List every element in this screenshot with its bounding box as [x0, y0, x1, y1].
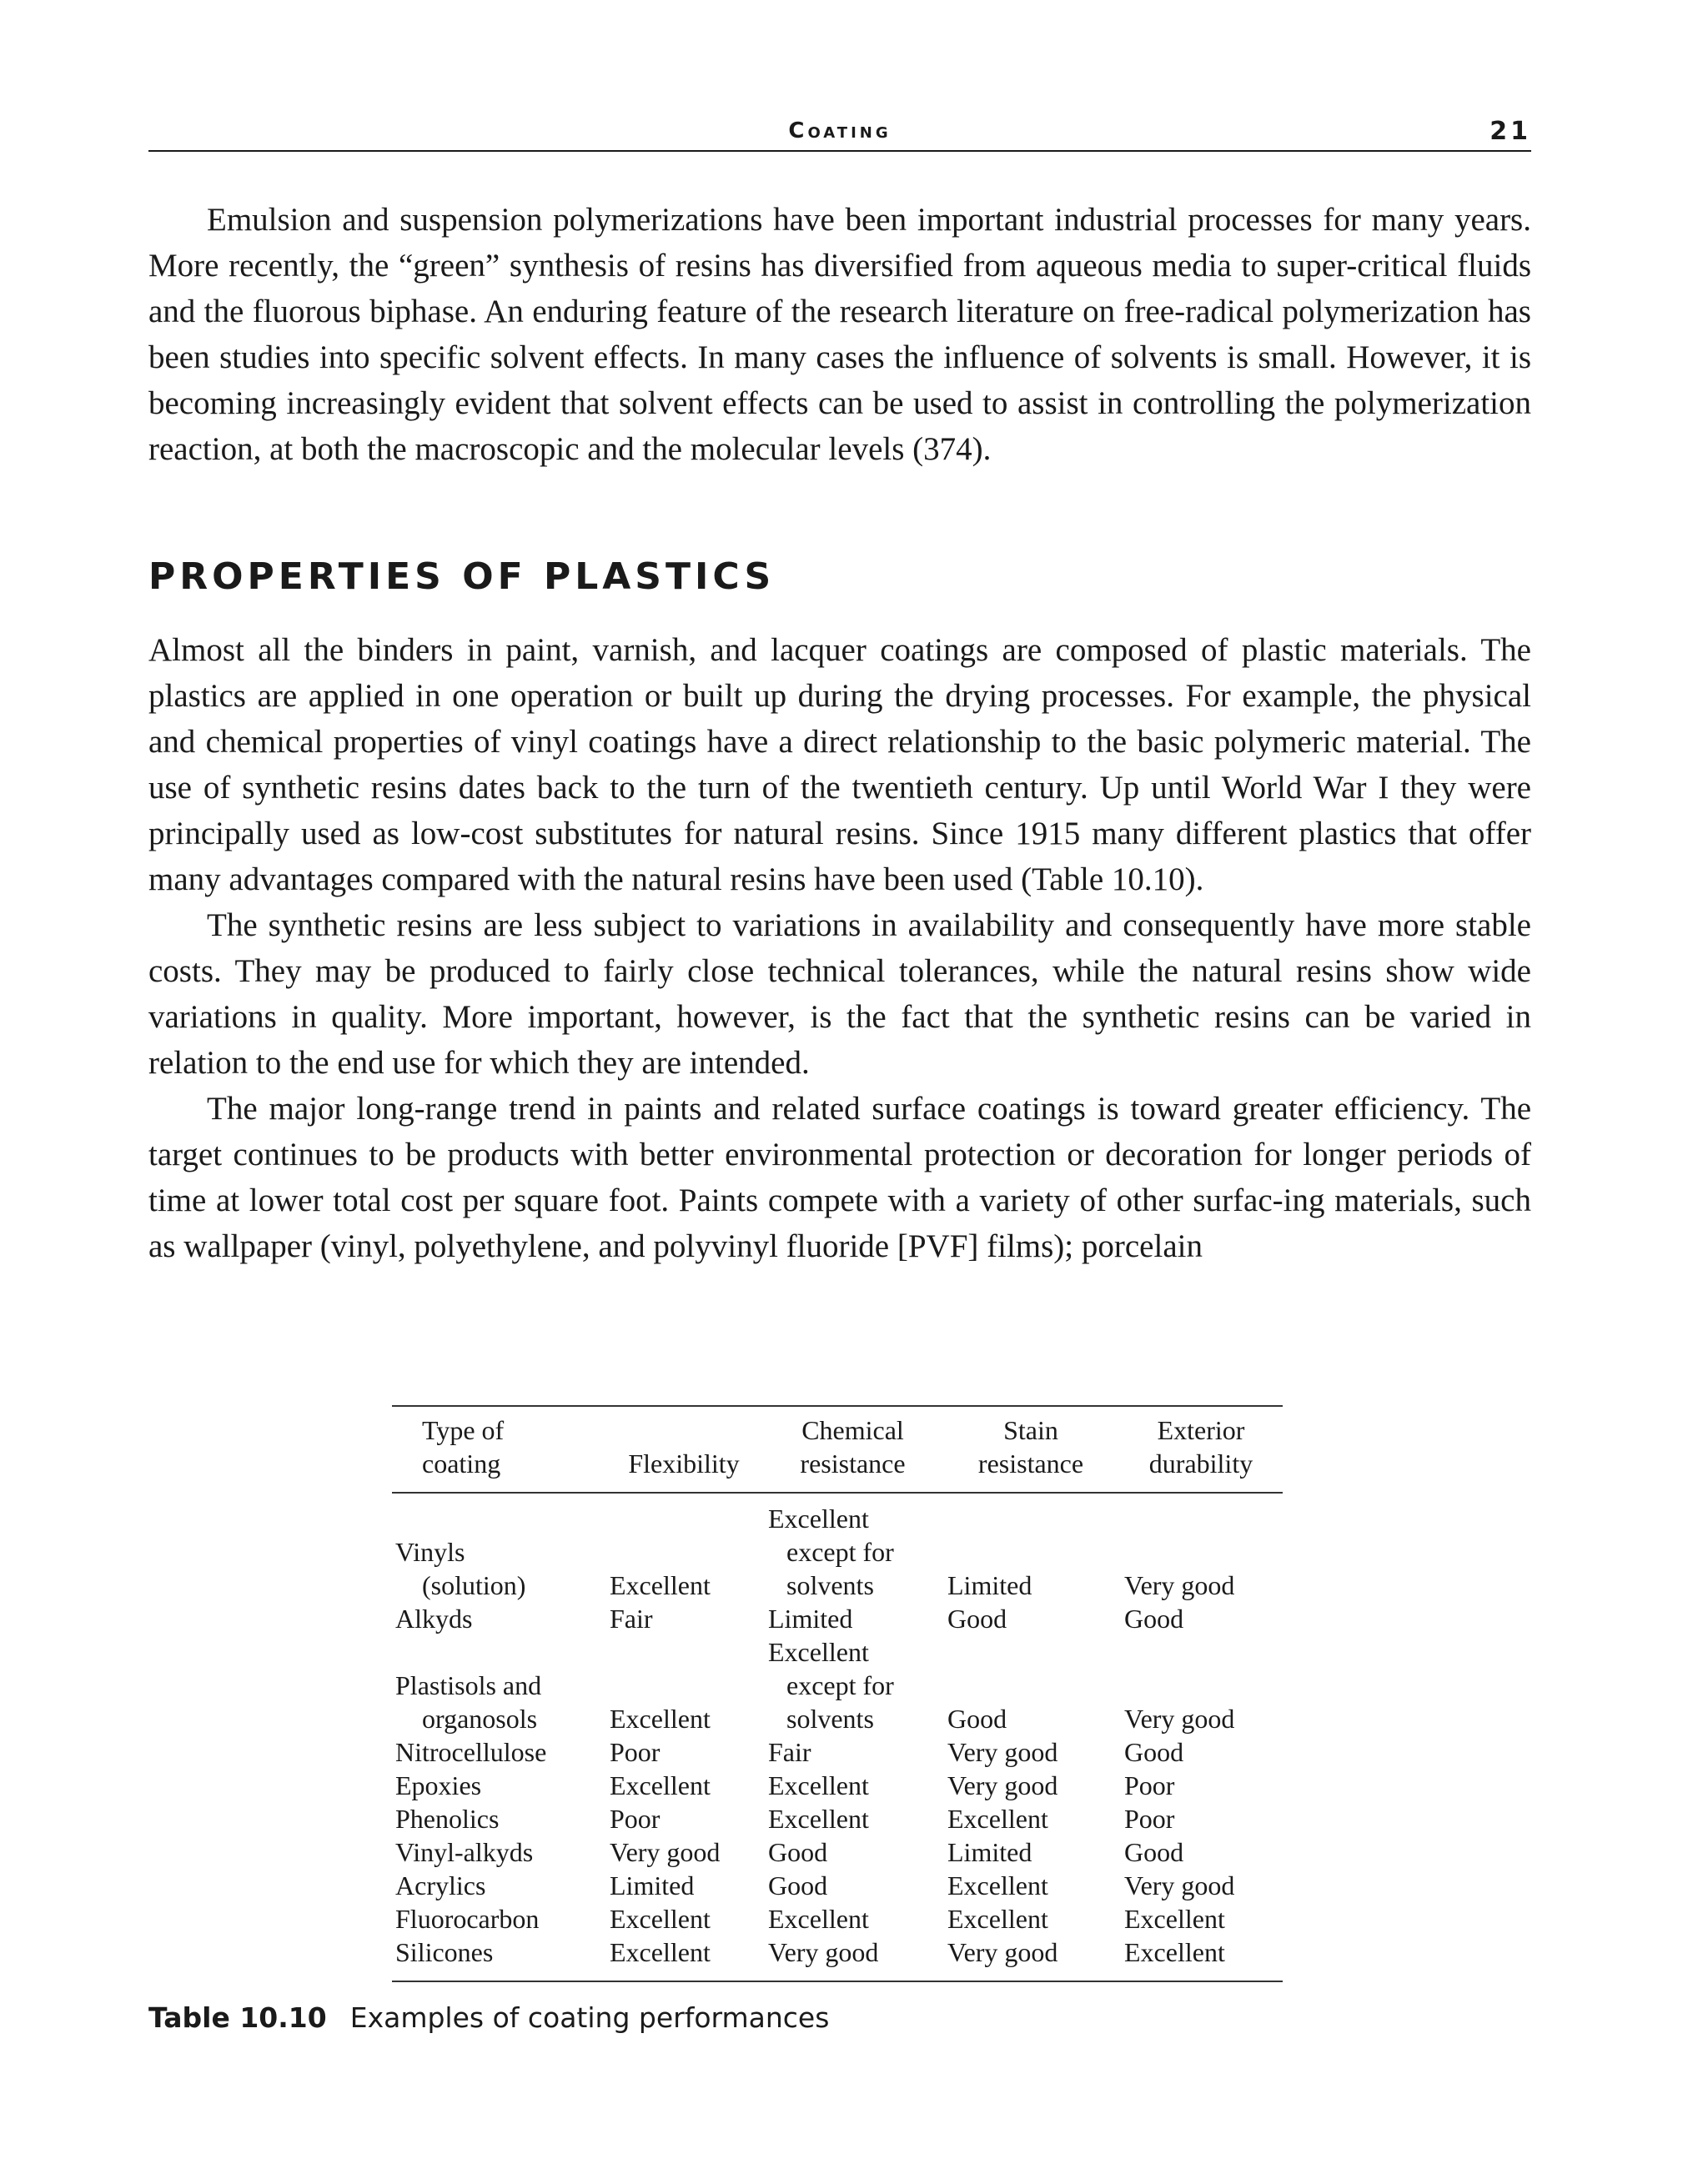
paragraph: The synthetic resins are less subject to variations in availability and consequently have more stable costs. They may be produced to fairly close technical tolerances, while the natural resins show wide variations in quality. More important, however, is the fact that the synthetic resins can be varied in relation to the end use for which they are intended. — [148, 907, 1531, 1081]
table-cell-stain: Very good — [947, 1937, 1058, 1967]
table-cell-flexibility: Fair — [610, 1604, 653, 1634]
table-cell-type — [392, 1935, 605, 1981]
type-line: Nitrocellulose — [395, 1737, 547, 1767]
table-cell-stain: Good — [947, 1604, 1007, 1634]
table-cell-stain: Excellent — [947, 1904, 1048, 1934]
type-line: organosols — [422, 1704, 538, 1734]
table-header-row — [392, 1406, 1283, 1493]
chemical-line: Excellent — [768, 1504, 869, 1534]
table-cell-exterior: Very good — [1124, 1870, 1235, 1900]
table-cell-flexibility: Excellent — [610, 1937, 711, 1967]
table-cell-type — [392, 1835, 605, 1869]
table-cell-stain: Very good — [947, 1737, 1058, 1767]
table-cell-type — [392, 1869, 605, 1902]
type-line: Epoxies — [395, 1770, 482, 1800]
table-row — [392, 1769, 1283, 1802]
table-cell-chemical: Fair — [768, 1737, 811, 1767]
table-cell-exterior: Poor — [1124, 1770, 1175, 1800]
table-cell-chemical: Excellent — [768, 1904, 869, 1934]
table-cell-stain: Excellent — [947, 1870, 1048, 1900]
table-cell-chemical: Good — [768, 1870, 828, 1900]
table-cell-type — [392, 1802, 605, 1835]
table-cell-exterior: Very good — [1124, 1704, 1235, 1734]
running-title: Coating — [788, 118, 892, 143]
paragraph: The major long-range trend in paints and related surface coatings is toward greater efficiency. The target continues to be products with better environmental protection or decoration for longer periods of time at lower total cost per square foot. Paints compete with a variety of other surfac-ing materials, such as wallpaper (vinyl, polyethylene, and polyvinyl fluoride [PVF] films); porcelain — [148, 1091, 1531, 1264]
chemical-line: Excellent — [768, 1637, 869, 1667]
type-line: Fluorocarbon — [395, 1904, 540, 1934]
type-line: Phenolics — [395, 1804, 500, 1834]
section-heading: PROPERTIES OF PLASTICS — [148, 555, 776, 598]
table-cell-flexibility: Poor — [610, 1804, 661, 1834]
table-cell-type — [392, 1493, 605, 1602]
table-cell-type — [392, 1769, 605, 1802]
table-cell-type — [392, 1635, 605, 1735]
type-line: Acrylics — [395, 1870, 486, 1900]
paragraph: Almost all the binders in paint, varnish, and lacquer coatings are composed of plastic materials. The plastics are applied in one operation or built up during the drying processes. For example, the physical and chemical properties of vinyl coatings have a direct relationship to the basic polymeric material. The use of synthetic resins dates back to the turn of the twentieth century. Up until World War I they were principally used as low-cost substitutes for natural resins. Since 1915 many different plastics that offer many advantages compared with the natural resins have been used (Table 10.10). — [148, 632, 1531, 897]
caption-text: Examples of coating performances — [349, 2001, 830, 2034]
type-line: (solution) — [422, 1570, 526, 1600]
page-number: 21 — [1489, 117, 1531, 146]
table-cell-stain: Good — [947, 1704, 1007, 1734]
table-cell-chemical: Excellent — [768, 1804, 869, 1834]
chemical-line: solvents — [786, 1704, 874, 1734]
table-cell-chemical — [763, 1635, 942, 1735]
table-cell-exterior: Good — [1124, 1837, 1184, 1867]
table-cell-stain: Excellent — [947, 1804, 1048, 1834]
column-header-chemical: Chemical resistance — [800, 1415, 906, 1479]
table-cell-flexibility: Excellent — [610, 1770, 711, 1800]
table-cell-chemical: Good — [768, 1837, 828, 1867]
table-cell-exterior: Excellent — [1124, 1904, 1225, 1934]
table-cell-type — [392, 1902, 605, 1935]
chemical-line: except for — [786, 1537, 894, 1567]
caption-label: Table 10.10 — [148, 2001, 327, 2034]
table-cell-chemical: Excellent — [768, 1770, 869, 1800]
table-cell-chemical — [763, 1493, 942, 1602]
table-cell-stain: Very good — [947, 1770, 1058, 1800]
table-row — [392, 1869, 1283, 1902]
type-line: Silicones — [395, 1937, 494, 1967]
table-caption — [148, 2000, 829, 2036]
table-cell-stain: Limited — [947, 1570, 1032, 1600]
table-cell-chemical: Limited — [768, 1604, 853, 1634]
type-line: Plastisols and — [395, 1670, 542, 1700]
table-cell-exterior: Good — [1124, 1737, 1184, 1767]
chemical-line: except for — [786, 1670, 894, 1700]
column-header-flexibility: Flexibility — [628, 1448, 740, 1479]
table-cell-flexibility: Very good — [610, 1837, 721, 1867]
paragraph: Emulsion and suspension polymerizations have been important industrial processes for many years. More recently, the “green” synthesis of resins has diversified from aqueous media to super-critical fluids and the fluorous biphase. An enduring feature of the research literature on free-radical polymerization has been studies into specific solvent effects. In many cases the influence of solvents is small. However, it is becoming increasingly evident that solvent effects can be used to assist in controlling the polymerization reaction, at both the macroscopic and the molecular levels (374). — [148, 202, 1531, 467]
table-cell-flexibility: Limited — [610, 1870, 695, 1900]
table-cell-flexibility: Poor — [610, 1737, 661, 1767]
table-row — [392, 1835, 1283, 1869]
table-cell-stain: Limited — [947, 1837, 1032, 1867]
column-header-exterior: Exterior durability — [1148, 1415, 1253, 1479]
table-row — [392, 1802, 1283, 1835]
table-cell-exterior: Very good — [1124, 1570, 1235, 1600]
chemical-line: solvents — [786, 1570, 874, 1600]
type-line: Vinyls — [395, 1537, 465, 1567]
type-line: Vinyl-alkyds — [395, 1837, 534, 1867]
table-cell-exterior: Excellent — [1124, 1937, 1225, 1967]
table-cell-exterior: Poor — [1124, 1804, 1175, 1834]
table-cell-flexibility: Excellent — [610, 1704, 711, 1734]
table-cell-exterior: Good — [1124, 1604, 1184, 1634]
table-cell-flexibility: Excellent — [610, 1570, 711, 1600]
table-row — [392, 1735, 1283, 1769]
table-row — [392, 1902, 1283, 1935]
table-row — [392, 1935, 1283, 1981]
column-header-stain: Stain resistance — [977, 1415, 1084, 1479]
coating-performance-table — [392, 1405, 1283, 1982]
table-row — [392, 1635, 1283, 1735]
intro-text-block — [148, 197, 1531, 472]
table-cell-chemical: Very good — [768, 1937, 879, 1967]
section-text-block — [148, 627, 1531, 1269]
table-cell-type — [392, 1602, 605, 1635]
coating-performance-table-wrap — [392, 1405, 1283, 1982]
table-row — [392, 1493, 1283, 1602]
running-header — [148, 115, 1531, 152]
column-header-type: Type of coating — [422, 1415, 505, 1479]
table-cell-flexibility: Excellent — [610, 1904, 711, 1934]
table-cell-type — [392, 1735, 605, 1769]
type-line: Alkyds — [395, 1604, 473, 1634]
table-row — [392, 1602, 1283, 1635]
table-body — [392, 1493, 1283, 1981]
